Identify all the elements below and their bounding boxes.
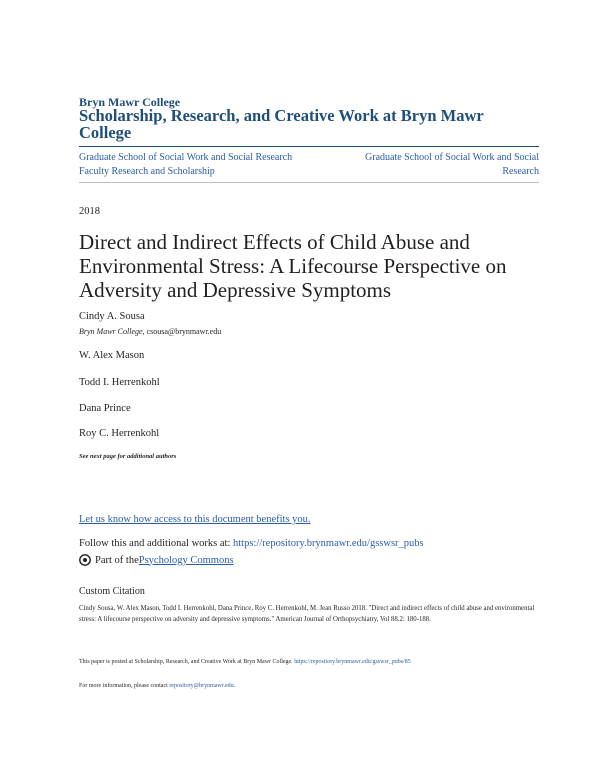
- posted-url-link[interactable]: https://repository.brynmawr.edu/gsswsr_pubs/85: [294, 659, 411, 665]
- citation-heading: Custom Citation: [79, 586, 145, 597]
- author-name: Todd I. Herrenkohl: [79, 377, 160, 388]
- article-title: Direct and Indirect Effects of Child Abuse and Environmental Stress: A Lifecourse Perspective on Adversity and Depressive Symptoms: [79, 230, 507, 302]
- citation-text: Cindy Sousa, W. Alex Mason, Todd I. Herrenkohl, Dana Prince, Roy C. Herrenkohl, M. Jean Russo 2018. "Direct and indirect effects of child abuse and environmental stress: A lifecourse perspective on adversity and depressive symptoms." American Journal of Orthopsychiatry, Vol 88.2: 180-188.: [79, 605, 535, 623]
- section-divider: [79, 182, 539, 183]
- contact-end: .: [233, 683, 236, 689]
- header-divider: [79, 146, 539, 147]
- part-of-line: [79, 554, 234, 566]
- posted-text: This paper is posted at Scholarship, Research, and Creative Work at Bryn Mawr College.: [79, 659, 295, 665]
- follow-label: Follow this and additional works at:: [79, 538, 233, 549]
- collection-link-right[interactable]: Graduate School of Social Work and Social Research: [365, 152, 539, 177]
- publication-year: 2018: [79, 206, 100, 217]
- access-benefit-link[interactable]: Let us know how access to this document benefits you.: [79, 514, 311, 525]
- repository-name[interactable]: Scholarship, Research, and Creative Work at Bryn Mawr College: [79, 106, 484, 142]
- author-name: Cindy A. Sousa: [79, 311, 145, 322]
- additional-authors-note: See next page for additional authors: [79, 453, 177, 460]
- author-name: Roy C. Herrenkohl: [79, 428, 160, 439]
- commons-icon: [79, 554, 91, 566]
- contact-email-link[interactable]: repository@brynmawr.edu: [169, 683, 234, 689]
- institution-name[interactable]: Bryn Mawr College: [79, 95, 181, 109]
- author-name: Dana Prince: [79, 403, 131, 414]
- follow-line: [79, 538, 424, 549]
- contact-notice: [79, 683, 235, 689]
- follow-url-link[interactable]: https://repository.brynmawr.edu/gsswsr_pubs: [233, 538, 424, 549]
- part-of-prefix: Part of the: [95, 554, 139, 566]
- collection-link-left[interactable]: Graduate School of Social Work and Social Research Faculty Research and Scholarship: [79, 152, 293, 177]
- psychology-commons-link[interactable]: Psychology Commons: [138, 554, 234, 566]
- contact-text: For more information, please contact: [79, 683, 170, 689]
- author-name: W. Alex Mason: [79, 350, 145, 361]
- author-affiliation: [79, 327, 221, 336]
- affiliation-institution: Bryn Mawr College: [79, 327, 143, 336]
- posted-notice: [79, 659, 549, 665]
- affiliation-email: , csousa@brynmawr.edu: [142, 327, 222, 336]
